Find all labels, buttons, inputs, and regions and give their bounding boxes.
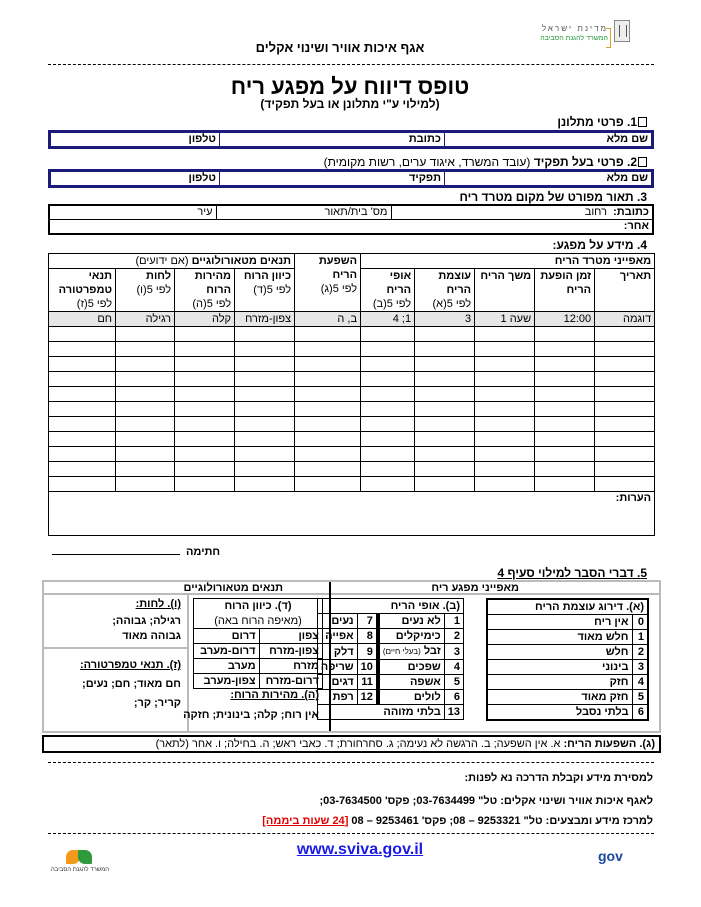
entry-rows [49, 327, 655, 492]
meteo-header: תנאים מטאורולוגיים (אם ידועים) [49, 254, 295, 269]
wind-direction-value: מערב [194, 659, 260, 674]
table-cell[interactable] [415, 372, 475, 387]
character-num: 10 [357, 660, 378, 675]
table-cell[interactable] [535, 357, 595, 372]
odor-legend-head: מאפייני מפגע ריח [431, 582, 519, 594]
table-cell[interactable] [49, 462, 116, 477]
wind-direction-row [194, 629, 323, 644]
table-cell[interactable] [595, 327, 655, 342]
meteo-legend-head: תנאים מטאורולוגיים [183, 582, 283, 594]
character-label: רפת [317, 690, 357, 705]
wind-direction-value: דרום [194, 629, 260, 644]
section1-title: 1. פרטי מתלונן [557, 115, 647, 129]
section2-title: 2. פרטי בעל תפקיד (עובד המשרד, איגוד ערים, רשות מקומית) [324, 155, 647, 169]
table-cell[interactable] [475, 342, 535, 357]
example-row [49, 312, 655, 327]
intensity-num: 3 [632, 660, 648, 675]
character-label: שריפה [317, 660, 357, 675]
table-cell[interactable] [595, 342, 655, 357]
example-cell: 1; 4 [361, 312, 415, 327]
table-cell[interactable] [49, 357, 116, 372]
example-cell: דוגמה [595, 312, 655, 327]
table-cell[interactable] [49, 387, 116, 402]
temperature-title: (ז). תנאי טמפרטורה: [79, 659, 181, 671]
table-cell[interactable] [595, 447, 655, 462]
table-cell[interactable] [116, 357, 175, 372]
table-cell[interactable] [49, 417, 116, 432]
wind-direction-row [194, 644, 323, 659]
table-cell[interactable] [175, 432, 235, 447]
intensity-row [487, 615, 648, 630]
table-cell[interactable] [175, 477, 235, 492]
table-cell[interactable] [235, 477, 295, 492]
divider [48, 833, 654, 834]
phone-field[interactable]: טלפון [188, 133, 216, 145]
table-cell[interactable] [175, 342, 235, 357]
table-cell[interactable] [116, 342, 175, 357]
character-num: 12 [357, 690, 378, 705]
character-label: דגים [317, 675, 357, 690]
table-row [49, 432, 655, 447]
table-cell[interactable] [116, 327, 175, 342]
table-cell[interactable] [295, 477, 361, 492]
wind-direction-subtitle: (מאיפה הרוח באה) [194, 614, 323, 629]
table-cell[interactable] [415, 357, 475, 372]
example-cell: שעה 1 [475, 312, 535, 327]
character-row [317, 690, 463, 705]
table-cell[interactable] [535, 477, 595, 492]
humidity-title: (ו). לחות: [135, 598, 181, 610]
table-row [49, 372, 655, 387]
table-row [49, 477, 655, 492]
house-number-field[interactable]: מס' בית/תאור [216, 205, 391, 220]
notes-field[interactable]: הערות: [49, 492, 655, 536]
table-cell[interactable] [175, 387, 235, 402]
table-cell[interactable] [361, 387, 415, 402]
table-cell[interactable] [415, 327, 475, 342]
col-temperature: תנאי טמפרטורה לפי 5(ז) [49, 269, 116, 312]
table-cell[interactable] [175, 372, 235, 387]
character-num: 5 [444, 675, 463, 690]
intensity-num: 5 [632, 690, 648, 705]
divider [48, 762, 654, 763]
table-cell[interactable] [595, 417, 655, 432]
intensity-label: חזק [487, 675, 632, 690]
table-cell[interactable] [295, 327, 361, 342]
wind-direction-value: צפון-מערב [194, 674, 260, 689]
table-cell[interactable] [235, 447, 295, 462]
table-cell[interactable] [235, 342, 295, 357]
impacts-title: (ג). השפעות הריח: [563, 738, 655, 750]
example-cell: 3 [415, 312, 475, 327]
table-cell[interactable] [116, 432, 175, 447]
wind-direction-value: מזרח [259, 659, 322, 674]
logo-line2: המשרד להגנת הסביבה [540, 35, 608, 42]
character-label: אפייה [317, 629, 357, 644]
intensity-row [487, 675, 648, 690]
character-row [317, 660, 463, 675]
table-cell[interactable] [361, 462, 415, 477]
table-row [49, 342, 655, 357]
intensity-num: 6 [632, 705, 648, 721]
intensity-num: 1 [632, 630, 648, 645]
impacts-legend [42, 735, 661, 753]
table-cell[interactable] [361, 417, 415, 432]
table-cell[interactable] [175, 327, 235, 342]
signature-line[interactable] [52, 554, 180, 555]
table-cell[interactable] [475, 327, 535, 342]
wind-direction-row [194, 659, 323, 674]
wind-direction-title: (ד). כיוון הרוח [194, 599, 323, 614]
intensity-row [487, 645, 648, 660]
table-cell[interactable] [235, 387, 295, 402]
official-phone-field[interactable]: טלפון [188, 172, 216, 184]
col-duration: משך הריח [475, 269, 535, 312]
table-cell[interactable] [361, 327, 415, 342]
table-cell[interactable] [235, 402, 295, 417]
gov-logo: gov [598, 848, 623, 864]
table-cell[interactable] [595, 432, 655, 447]
street-field[interactable]: כתובת: רחוב [391, 205, 653, 220]
col-wind-speed: מהירות הרוח לפי 5(ה) [175, 269, 235, 312]
table-cell[interactable] [116, 387, 175, 402]
table-cell[interactable] [415, 387, 475, 402]
table-cell[interactable] [116, 417, 175, 432]
table-cell[interactable] [295, 417, 361, 432]
example-cell: חם [49, 312, 116, 327]
character-num: 4 [444, 660, 463, 675]
table-cell[interactable] [116, 372, 175, 387]
table-cell[interactable] [415, 432, 475, 447]
character-num: 1 [444, 614, 463, 629]
example-cell: ב, ה [295, 312, 361, 327]
odor-characteristics-header: מאפייני מטרד הריח [361, 254, 655, 269]
table-cell[interactable] [175, 447, 235, 462]
character-label: בלתי מזוהה [317, 705, 444, 720]
table-cell[interactable] [475, 432, 535, 447]
intensity-label: בלתי נסבל [487, 705, 632, 721]
table-cell[interactable] [595, 477, 655, 492]
table-cell[interactable] [475, 477, 535, 492]
character-label: שפכים [378, 660, 444, 675]
table-row [49, 462, 655, 477]
col-intensity: עוצמת הריח לפי 5(א) [415, 269, 475, 312]
col-character: אופי הריח לפי 5(ב) [361, 269, 415, 312]
character-num: 7 [357, 614, 378, 629]
table-cell[interactable] [49, 432, 116, 447]
ministry-footer-logo [50, 850, 110, 878]
col-time: זמן הופעת הריח [535, 269, 595, 312]
wind-speed-title: (ה). מהירות הרוח: [230, 689, 319, 701]
table-cell[interactable] [361, 402, 415, 417]
footer-logo-text: המשרד להגנת הסביבה [50, 867, 110, 873]
table-row [49, 402, 655, 417]
table-cell[interactable] [535, 417, 595, 432]
section2-checkbox[interactable] [638, 157, 647, 167]
signature-field[interactable] [52, 546, 220, 558]
table-cell[interactable] [415, 402, 475, 417]
wind-direction-value: צפון [259, 629, 322, 644]
center-hours-link[interactable]: [24 שעות ביממה] [262, 815, 349, 827]
table-cell[interactable] [235, 327, 295, 342]
intensity-row [487, 705, 648, 721]
legend-header-bar [44, 582, 659, 595]
table-cell[interactable] [49, 447, 116, 462]
page-subtitle: (למילוי ע"י מתלונן או בעל תפקיד) [260, 97, 440, 111]
table-cell[interactable] [361, 357, 415, 372]
table-cell[interactable] [49, 342, 116, 357]
table-row [49, 417, 655, 432]
intensity-row [487, 660, 648, 675]
col-humidity: לחות לפי 5(ו) [116, 269, 175, 312]
character-row [317, 675, 463, 690]
table-cell[interactable] [475, 372, 535, 387]
table-cell[interactable] [116, 447, 175, 462]
official-name-field[interactable]: שם מלא [444, 172, 651, 185]
character-row [317, 644, 463, 660]
character-num: 9 [357, 644, 378, 660]
table-cell[interactable] [295, 402, 361, 417]
table-cell[interactable] [295, 462, 361, 477]
col-wind-direction: כיוון הרוח לפי 5(ד) [235, 269, 295, 312]
table-row [49, 327, 655, 342]
table-cell[interactable] [116, 402, 175, 417]
wind-speed-values: אין רוח; קלה; בינונית; חזקה [183, 709, 319, 721]
signature-label: חתימה [186, 546, 221, 558]
section1-checkbox[interactable] [638, 117, 647, 127]
character-num: 6 [444, 690, 463, 705]
table-cell[interactable] [415, 447, 475, 462]
complainant-details-box [48, 130, 654, 149]
table-cell[interactable] [175, 417, 235, 432]
city-field[interactable]: עיר [49, 205, 216, 220]
humidity-line2: גבוהה מאוד [122, 630, 181, 642]
character-title: (ב). אופי הריח [317, 599, 463, 614]
wind-direction-value: צפון-מזרח [259, 644, 322, 659]
leaf-icon [78, 850, 92, 864]
table-cell[interactable] [116, 477, 175, 492]
table-cell[interactable] [49, 477, 116, 492]
example-cell: צפון-מזרח [235, 312, 295, 327]
table-cell[interactable] [361, 477, 415, 492]
table-cell[interactable] [535, 462, 595, 477]
character-label: זבל (בעלי חיים) [378, 644, 444, 660]
impacts-text: א. אין השפעה; ב. הרגשה לא נעימה; ג. סחרחורת; ד. כאבי ראש; ה. בחילה; ו. אחר (לתאר) [155, 738, 561, 750]
state-emblem-icon [614, 20, 630, 42]
legend-box [42, 580, 661, 733]
example-cell: קלה [175, 312, 235, 327]
table-cell[interactable] [535, 402, 595, 417]
table-cell[interactable] [361, 447, 415, 462]
wind-direction-value: דרום-מערב [194, 644, 260, 659]
address-field[interactable]: כתובת [219, 133, 444, 146]
page-title: טופס דיווח על מפגע ריח [230, 74, 470, 99]
table-cell[interactable] [116, 462, 175, 477]
logo-line1: מדינת ישראל [541, 24, 608, 33]
table-cell[interactable] [535, 432, 595, 447]
table-cell[interactable] [175, 402, 235, 417]
table-cell[interactable] [295, 432, 361, 447]
table-cell[interactable] [535, 327, 595, 342]
section3-title: 3. תאור מפורט של מקום מטרד ריח [459, 190, 647, 204]
table-cell[interactable] [235, 372, 295, 387]
table-cell[interactable] [535, 372, 595, 387]
character-num: 2 [444, 629, 463, 644]
intensity-num: 2 [632, 645, 648, 660]
table-cell[interactable] [295, 342, 361, 357]
wind-direction-legend [193, 598, 323, 689]
table-row [49, 447, 655, 462]
humidity-temp-divider [44, 647, 187, 649]
department-title: אגף איכות אוויר ושינוי אקלים [255, 40, 425, 55]
other-location-field[interactable]: אחר: [49, 220, 653, 235]
section5-title: 5. דברי הסבר למילוי סעיף 4 [497, 566, 647, 580]
table-cell[interactable] [295, 387, 361, 402]
table-cell[interactable] [295, 357, 361, 372]
character-legend [317, 598, 464, 720]
example-cell: רגילה [116, 312, 175, 327]
character-num: 11 [357, 675, 378, 690]
intensity-label: אין ריח [487, 615, 632, 630]
character-num: 13 [444, 705, 463, 720]
table-cell[interactable] [235, 462, 295, 477]
section4-title: 4. מידע על מפגע: [552, 238, 647, 252]
table-cell[interactable] [361, 432, 415, 447]
col-date: תאריך [595, 269, 655, 312]
table-cell[interactable] [595, 372, 655, 387]
character-label: דלק [317, 644, 357, 660]
table-cell[interactable] [235, 357, 295, 372]
table-cell[interactable] [361, 342, 415, 357]
wind-direction-row [194, 674, 323, 689]
character-num: 8 [357, 629, 378, 644]
intensity-label: בינוני [487, 660, 632, 675]
intensity-label: חלש [487, 645, 632, 660]
table-cell[interactable] [361, 372, 415, 387]
table-cell[interactable] [415, 417, 475, 432]
intensity-legend [486, 598, 649, 721]
table-cell[interactable] [595, 357, 655, 372]
table-cell[interactable] [235, 432, 295, 447]
character-label: לא נעים [378, 614, 444, 629]
table-cell[interactable] [175, 462, 235, 477]
wind-direction-value: דרום-מזרח [259, 674, 322, 689]
role-field[interactable]: תפקיד [219, 172, 444, 185]
table-cell[interactable] [295, 372, 361, 387]
ministry-logo [535, 20, 630, 54]
intensity-row [487, 630, 648, 645]
odor-impact-header: השפעת הריח לפי 5(ג) [295, 254, 361, 312]
incident-table [48, 253, 655, 536]
table-cell[interactable] [415, 462, 475, 477]
contact-center: למרכז מידע ומבצעים: טל" 9253321 – 08; פקס' 9253461 – 08 [24 שעות ביממה] [262, 815, 653, 827]
character-row [317, 629, 463, 644]
table-cell[interactable] [49, 372, 116, 387]
table-cell[interactable] [175, 357, 235, 372]
table-cell[interactable] [535, 447, 595, 462]
divider [48, 64, 654, 65]
intensity-label: חזק מאוד [487, 690, 632, 705]
table-cell[interactable] [475, 447, 535, 462]
table-cell[interactable] [475, 402, 535, 417]
table-row [49, 357, 655, 372]
temperature-line1: חם מאוד; חם; נעים; [82, 678, 181, 690]
character-row [317, 614, 463, 629]
example-cell: 12:00 [535, 312, 595, 327]
intensity-label: חלש מאוד [487, 630, 632, 645]
official-details-box [48, 169, 654, 188]
character-num: 3 [444, 644, 463, 660]
intensity-title: (א). דירוג עוצמת הריח [487, 599, 648, 615]
table-cell[interactable] [475, 387, 535, 402]
table-cell[interactable] [475, 357, 535, 372]
intensity-num: 4 [632, 675, 648, 690]
table-cell[interactable] [415, 477, 475, 492]
table-cell[interactable] [595, 402, 655, 417]
humidity-line1: רגילה; גבוהה; [112, 615, 181, 627]
character-label: אשפה [378, 675, 444, 690]
table-cell[interactable] [535, 342, 595, 357]
location-table [48, 204, 654, 235]
table-cell[interactable] [49, 402, 116, 417]
table-cell[interactable] [49, 327, 116, 342]
contact-intro: למסירת מידע וקבלת הדרכה נא לפנות: [464, 772, 653, 784]
character-label: לולים [378, 690, 444, 705]
intensity-num: 0 [632, 615, 648, 630]
intensity-row [487, 690, 648, 705]
temperature-line2: קריר; קר; [133, 697, 181, 709]
table-cell[interactable] [415, 342, 475, 357]
website-link[interactable]: www.sviva.gov.il [296, 841, 424, 858]
table-cell[interactable] [295, 447, 361, 462]
table-cell[interactable] [595, 387, 655, 402]
table-cell[interactable] [595, 462, 655, 477]
full-name-field[interactable]: שם מלא [444, 133, 651, 146]
table-cell[interactable] [475, 462, 535, 477]
table-cell[interactable] [535, 387, 595, 402]
table-cell[interactable] [475, 417, 535, 432]
table-row [49, 387, 655, 402]
contact-dept: לאגף איכות אוויר ושינוי אקלים: טל" 03-7634499; פקס' 03-7634500; [319, 795, 653, 807]
table-cell[interactable] [235, 417, 295, 432]
character-label: כימיקלים [378, 629, 444, 644]
character-label: נעים [317, 614, 357, 629]
